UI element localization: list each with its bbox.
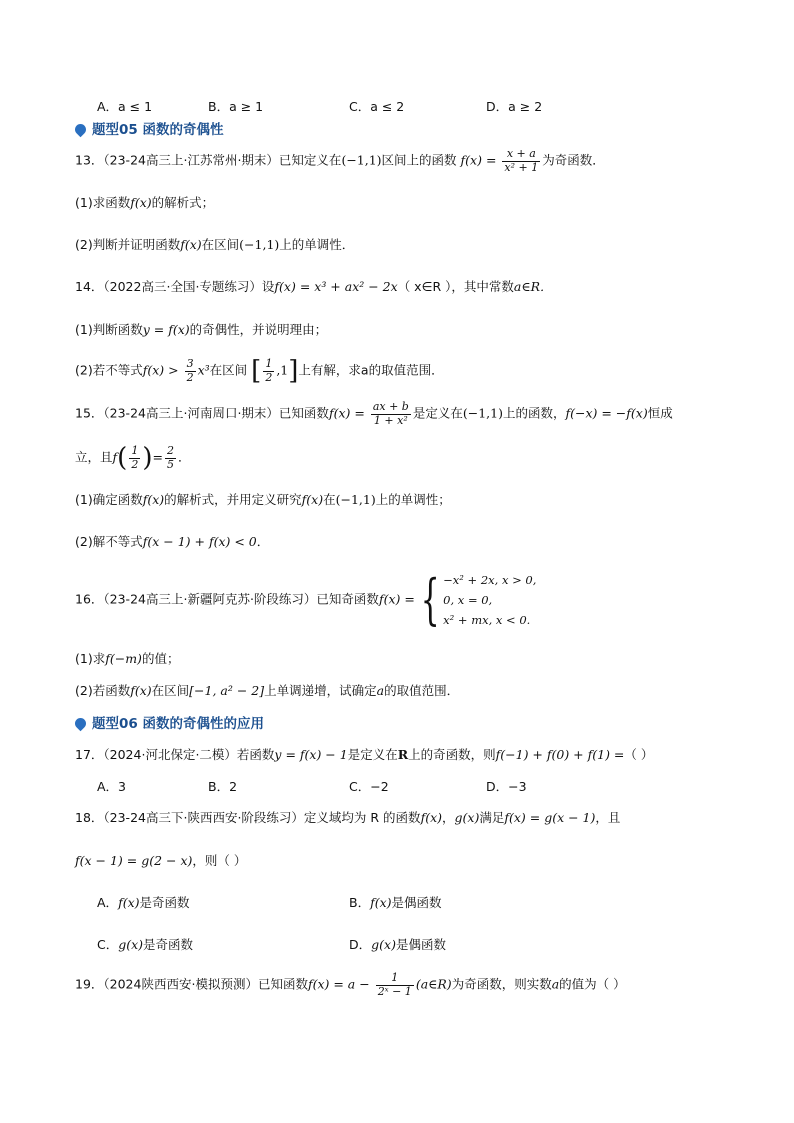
question-14 bbox=[75, 277, 553, 295]
part-math: [−1, a² − 2] bbox=[189, 683, 265, 698]
part-text: 为奇函数，则实数 bbox=[451, 976, 552, 992]
option-label: D． bbox=[349, 937, 372, 952]
q18-line-2 bbox=[75, 851, 246, 869]
option-text: 是偶函数 bbox=[391, 895, 442, 910]
q15-function: f(x) = bbox=[328, 405, 365, 421]
part-text: 立，且 bbox=[75, 449, 113, 465]
option-label: C． bbox=[97, 937, 119, 952]
part-text: 上的函数， bbox=[502, 405, 566, 421]
part-math: f(x) bbox=[130, 683, 152, 698]
option-text: C．−2 bbox=[349, 779, 389, 794]
question-13 bbox=[75, 148, 605, 174]
question-18 bbox=[75, 808, 620, 826]
question-17 bbox=[75, 745, 653, 763]
q13-fraction bbox=[502, 148, 540, 174]
bracket: [ bbox=[251, 356, 262, 386]
bracket: ] bbox=[288, 356, 299, 386]
q17-option-c bbox=[349, 777, 389, 795]
part-math: f(x) bbox=[130, 195, 152, 210]
q17-stem: 17．（2024·河北保定·二模）若函数 bbox=[75, 747, 275, 762]
part-math: f(x) bbox=[370, 895, 392, 910]
q15-fraction bbox=[371, 401, 411, 427]
q17-option-b bbox=[208, 777, 237, 795]
part-text: 上单调递增，试确定 bbox=[264, 683, 377, 698]
part-text: (2)若函数 bbox=[75, 683, 131, 698]
q19-fraction bbox=[376, 972, 414, 998]
q13-part-2 bbox=[75, 235, 354, 253]
frac-num: 1 bbox=[131, 443, 139, 457]
q18-option-d bbox=[349, 935, 446, 953]
option-text: A．3 bbox=[97, 779, 127, 794]
frac-den: 1 + x² bbox=[373, 413, 408, 427]
q12-option-a bbox=[97, 97, 152, 115]
section-title: 题型06 函数的奇偶性的应用 bbox=[92, 716, 264, 732]
q13-stem-suffix: 为奇函数． bbox=[542, 152, 605, 168]
part-math: (−1,1) bbox=[462, 405, 503, 421]
q13-stem-mid: 区间上的函数 bbox=[381, 152, 457, 168]
option-text: D．a ≥ 2 bbox=[486, 99, 543, 114]
part-math: f(x) bbox=[180, 237, 202, 252]
option-text: D．−3 bbox=[486, 779, 527, 794]
part-text: ，则（ ） bbox=[192, 853, 247, 868]
question-16 bbox=[75, 570, 536, 630]
frac-den: 2 bbox=[186, 370, 194, 384]
option-text: 是奇函数 bbox=[139, 895, 190, 910]
q16-cases bbox=[443, 570, 536, 630]
part-math: R bbox=[397, 747, 409, 762]
q15-part-1 bbox=[75, 490, 451, 508]
part-text: 上有解，求a的取值范围． bbox=[298, 362, 444, 378]
part-text: 上的单调性． bbox=[279, 237, 355, 252]
q14-stem: 14．（2022高三·全国·专题练习）设 bbox=[75, 279, 275, 294]
part-text: 是定义在 bbox=[412, 405, 463, 421]
part-math: f(x − 1) = g(2 − x) bbox=[75, 853, 193, 868]
part-math: f(x) bbox=[142, 492, 165, 507]
bracket: ( bbox=[117, 443, 128, 473]
part-text: 恒成 bbox=[647, 405, 673, 421]
part-text: 的奇偶性，并说明理由； bbox=[189, 322, 328, 337]
frac-den: 2ˣ − 1 bbox=[377, 984, 412, 998]
part-math: f(−m) bbox=[105, 651, 142, 666]
part-text: ， bbox=[442, 810, 455, 825]
q19-stem: 19．（2024陕西西安·模拟预测）已知函数 bbox=[75, 976, 308, 992]
part-math: a bbox=[551, 976, 560, 992]
bracket: ) bbox=[142, 443, 153, 473]
part-text: 的值； bbox=[141, 651, 180, 666]
part-math: f(x − 1) + f(x) < 0 bbox=[142, 534, 257, 549]
part-math: a bbox=[376, 683, 385, 698]
q14-formula: f(x) = x³ + ax² − 2x bbox=[274, 279, 398, 294]
option-text: B．a ≥ 1 bbox=[208, 99, 264, 114]
q16-piecewise bbox=[419, 570, 537, 630]
q12-option-b bbox=[208, 97, 263, 115]
part-text: 上的奇函数，则 bbox=[408, 747, 496, 762]
q14-part-2 bbox=[75, 356, 444, 386]
part-text: 在 bbox=[323, 492, 336, 507]
section-heading-06 bbox=[75, 712, 264, 732]
q16-part-1 bbox=[75, 649, 179, 667]
part-math: (a∈R) bbox=[415, 976, 452, 992]
part-math: f(−1) + f(0) + f(1) = bbox=[495, 747, 625, 762]
part-text: 的值为（ ） bbox=[559, 976, 626, 992]
part-text: 满足 bbox=[479, 810, 505, 825]
q14-fraction bbox=[185, 358, 196, 384]
q18-stem: 18．（23-24高三下·陕西西安·阶段练习）定义域均为 R 的函数 bbox=[75, 810, 421, 825]
case-1: −x² + 2x, x > 0, bbox=[443, 573, 537, 587]
q14-part-1 bbox=[75, 320, 327, 338]
q15-stem: 15．（23-24高三上·河南周口·期末）已知函数 bbox=[75, 405, 329, 421]
q13-function: f(x) = bbox=[460, 152, 497, 168]
part-math: y = f(x) − 1 bbox=[274, 747, 348, 762]
part-text: ． bbox=[256, 534, 270, 549]
q18-option-a bbox=[97, 893, 190, 911]
part-math: (−1,1) bbox=[239, 237, 280, 252]
part-math: f(x) bbox=[118, 895, 140, 910]
frac-den: 5 bbox=[166, 457, 174, 471]
answer-paren: （ ） bbox=[624, 747, 654, 762]
q17-option-d bbox=[486, 777, 527, 795]
option-text: A．a ≤ 1 bbox=[97, 99, 153, 114]
q12-option-c bbox=[349, 97, 404, 115]
part-text: 上的单调性； bbox=[375, 492, 451, 507]
frac-num: 3 bbox=[186, 356, 194, 370]
part-math: g(x) bbox=[371, 937, 396, 952]
location-pin-icon bbox=[73, 122, 89, 138]
part-text: ． bbox=[177, 449, 191, 465]
part-math: f(−x) = −f(x) bbox=[565, 405, 648, 421]
part-math: f(x) bbox=[420, 810, 442, 825]
part-math: ,1 bbox=[276, 362, 289, 378]
q12-option-d bbox=[486, 97, 542, 115]
part-text: 在区间 bbox=[201, 237, 240, 252]
frac-num: ax + b bbox=[372, 400, 409, 413]
q13-interval: (−1,1) bbox=[341, 152, 382, 168]
part-text: (2)若不等式 bbox=[75, 362, 143, 378]
part-math: f(x) > bbox=[142, 362, 179, 378]
frac-num: 1 bbox=[265, 356, 273, 370]
part-text: ，且 bbox=[595, 810, 621, 825]
option-text: C．a ≤ 2 bbox=[349, 99, 405, 114]
part-text: 的解析式，并用定义研究 bbox=[164, 492, 302, 507]
part-text: (2)解不等式 bbox=[75, 534, 143, 549]
q18-option-c bbox=[97, 935, 193, 953]
part-math: (−1,1) bbox=[335, 492, 376, 507]
part-text: 的取值范围． bbox=[384, 683, 460, 698]
q14-cond2: a∈R． bbox=[513, 279, 553, 294]
q13-part-1 bbox=[75, 193, 214, 211]
part-math: = bbox=[152, 449, 163, 465]
q16-stem: 16．（23-24高三上·新疆阿克苏·阶段练习）已知奇函数 bbox=[75, 591, 379, 607]
case-2: 0, x = 0, bbox=[443, 593, 493, 607]
section-heading-05 bbox=[75, 118, 224, 138]
part-math: f(x) = g(x − 1) bbox=[504, 810, 596, 825]
part-text: (1)求 bbox=[75, 651, 106, 666]
part-text: 的解析式； bbox=[151, 195, 215, 210]
q13-frac-num: x + a bbox=[502, 148, 540, 162]
part-math: g(x) bbox=[118, 937, 144, 952]
q17-option-a bbox=[97, 777, 126, 795]
q15-line-2 bbox=[75, 443, 190, 473]
option-text: 是奇函数 bbox=[143, 937, 194, 952]
part-text: (1)判断函数 bbox=[75, 322, 143, 337]
frac-den: 2 bbox=[265, 370, 273, 384]
part-math: f bbox=[112, 449, 118, 465]
part-text: 是定义在 bbox=[347, 747, 398, 762]
q16-part-2 bbox=[75, 681, 459, 699]
part-math: g(x) bbox=[454, 810, 480, 825]
part-math: f(x) bbox=[301, 492, 324, 507]
location-pin-icon bbox=[73, 716, 89, 732]
q18-option-b bbox=[349, 893, 442, 911]
q16-function: f(x) = bbox=[378, 591, 415, 607]
part-text: 在区间 bbox=[209, 362, 248, 378]
part-text: (2)判断并证明函数 bbox=[75, 237, 181, 252]
q14-cond: （ x∈R ），其中常数 bbox=[397, 279, 514, 294]
part-math: y = f(x) bbox=[142, 322, 190, 337]
question-15 bbox=[75, 401, 673, 427]
q15-value-fraction bbox=[165, 445, 176, 471]
option-text: 是偶函数 bbox=[395, 937, 446, 952]
section-title: 题型05 函数的奇偶性 bbox=[92, 122, 224, 138]
part-text: (1)确定函数 bbox=[75, 492, 143, 507]
q15-arg-fraction bbox=[129, 445, 140, 471]
option-label: B． bbox=[349, 895, 371, 910]
frac-den: 2 bbox=[131, 457, 139, 471]
q14-interval-fraction bbox=[263, 358, 274, 384]
case-3: x² + mx, x < 0. bbox=[443, 613, 531, 627]
q13-frac-den: x² + 1 bbox=[504, 160, 539, 174]
q15-part-2 bbox=[75, 532, 269, 550]
part-text: 在区间 bbox=[151, 683, 190, 698]
left-brace: { bbox=[420, 568, 440, 631]
frac-num: 1 bbox=[376, 972, 414, 986]
q13-stem: 13．（23-24高三上·江苏常州·期末）已知定义在 bbox=[75, 152, 342, 168]
option-label: A． bbox=[97, 895, 119, 910]
part-text: (1)求函数 bbox=[75, 195, 131, 210]
part-math: x³ bbox=[197, 362, 210, 378]
question-19 bbox=[75, 972, 626, 998]
option-text: B．2 bbox=[208, 779, 238, 794]
part-math: f(x) = a − bbox=[307, 976, 370, 992]
frac-num: 2 bbox=[166, 443, 174, 457]
